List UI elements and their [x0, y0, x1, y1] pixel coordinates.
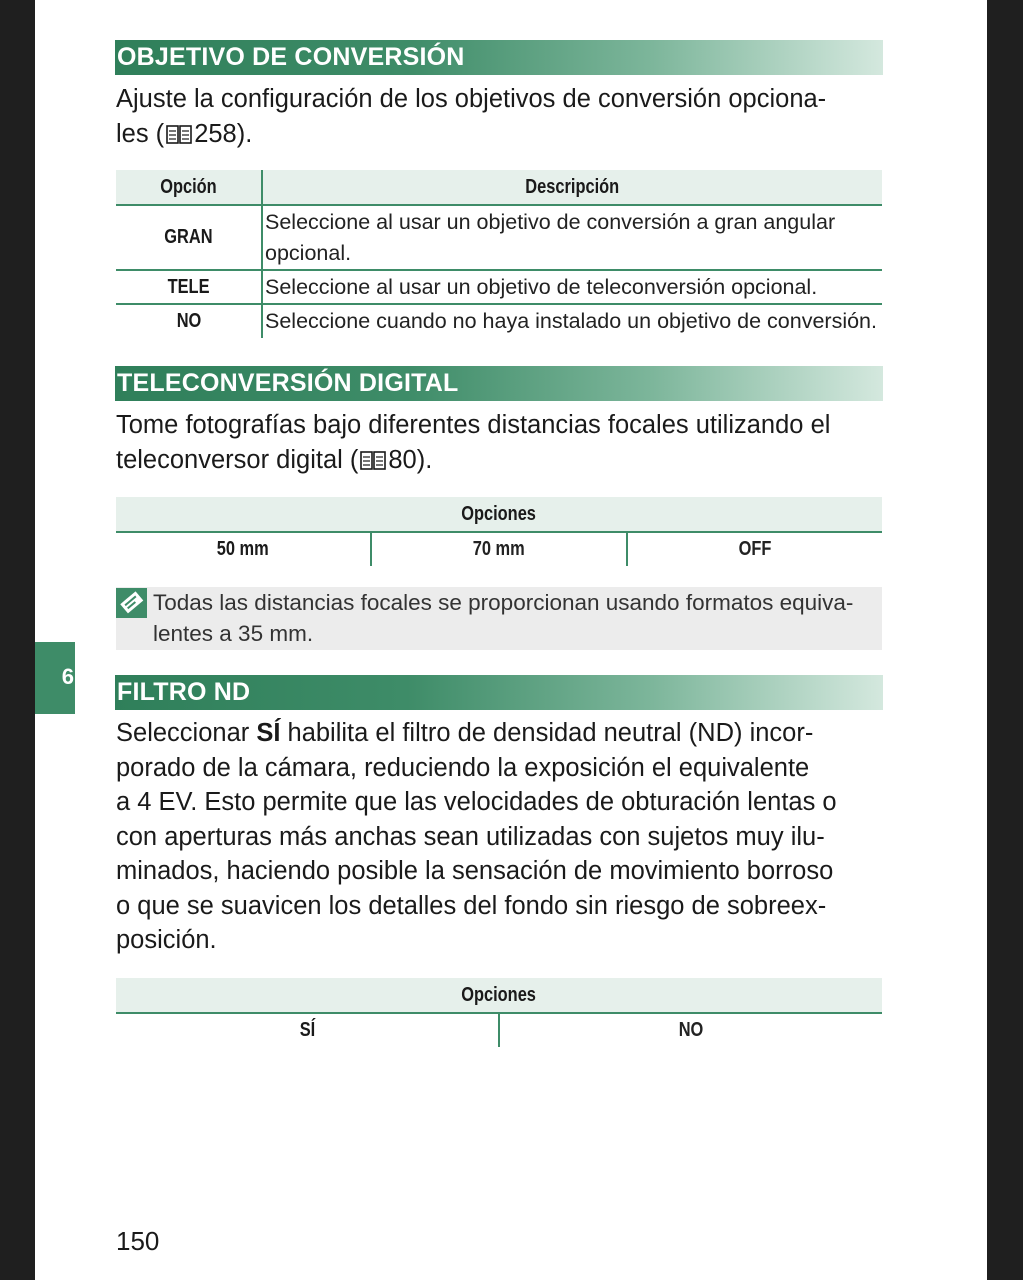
nd-filter-body: Seleccionar SÍ habilita el filtro de densidad neutral (ND) incor- porado de la cámara, reduciendo la exposición el equivalente a 4 EV. Esto permite que las velocidades de obturación lentas o con aperturas más anchas sean utilizadas con sujetos muy ilu- minados, haciendo posible la sensación de movimiento borroso o que se suavicen los detalles del fondo sin riesgo de sobreex- posición. [116, 719, 837, 954]
book-reference-icon[interactable] [360, 451, 386, 470]
note-icon [116, 588, 147, 618]
chapter-tab[interactable] [35, 642, 75, 714]
conversion-lens-table [116, 170, 882, 338]
conversion-lens-intro [116, 82, 891, 151]
page-number: 150 [116, 1226, 160, 1256]
page-reference[interactable]: 80 [388, 445, 417, 474]
description-gran: Seleccione al usar un objetivo de conversión a gran angular opcional. [262, 205, 882, 270]
intro-text: Tome fotografías bajo diferentes distancias focales utilizando el [116, 411, 831, 439]
manual-page [35, 0, 987, 1280]
option-no: NO [176, 310, 201, 332]
note-text: Todas las distancias focales se proporcionan usando formatos equiva- [153, 590, 854, 615]
table-row [116, 1013, 882, 1047]
intro-text: Ajuste la configuración de los objetivos de conversión opciona- [116, 85, 827, 113]
option-50mm: 50 mm [217, 538, 270, 560]
description-no: Seleccione cuando no haya instalado un objetivo de conversión. [262, 304, 882, 338]
option-keyword: SÍ [256, 719, 281, 747]
table-row [116, 532, 882, 566]
intro-text-cont: les ( [116, 119, 165, 148]
option-off: OFF [627, 532, 882, 566]
section-title-digital-teleconverter [115, 366, 883, 401]
section-title-nd-filter [115, 675, 883, 710]
section-title-text: FILTRO ND [117, 678, 251, 706]
intro-end: ). [416, 445, 433, 474]
section-title-text: OBJETIVO DE CONVERSIÓN [117, 43, 465, 71]
intro-end: ). [236, 119, 253, 148]
chapter-number: 6 [61, 664, 74, 689]
table-header-row [116, 978, 882, 1013]
option-70mm: 70 mm [371, 532, 626, 566]
table-header-row [116, 497, 882, 532]
column-header-options: Opciones [116, 978, 882, 1013]
table-row [116, 304, 882, 338]
description-tele: Seleccione al usar un objetivo de teleconversión opcional. [262, 270, 882, 304]
option-gran: GRAN [116, 205, 262, 270]
column-header-description: Descripción [262, 170, 882, 205]
table-header-row [116, 170, 882, 205]
column-header-option: Opción [116, 170, 262, 205]
digital-teleconverter-intro [116, 408, 891, 477]
section-title-conversion-lens [115, 40, 883, 75]
column-header-options: Opciones [116, 497, 882, 532]
option-no: NO [499, 1013, 882, 1047]
table-row [116, 205, 882, 270]
section-title-text: TELECONVERSIÓN DIGITAL [117, 369, 459, 397]
table-row [116, 270, 882, 304]
note-text-cont: lentes a 35 mm. [153, 621, 314, 646]
page-reference[interactable]: 258 [194, 119, 237, 148]
option-tele: TELE [116, 270, 262, 304]
nd-filter-table [116, 978, 882, 1047]
book-reference-icon[interactable] [166, 125, 192, 144]
option-si: SÍ [299, 1019, 315, 1041]
intro-text-cont: teleconversor digital ( [116, 445, 359, 474]
digital-teleconverter-table [116, 497, 882, 566]
note-box [116, 587, 882, 650]
